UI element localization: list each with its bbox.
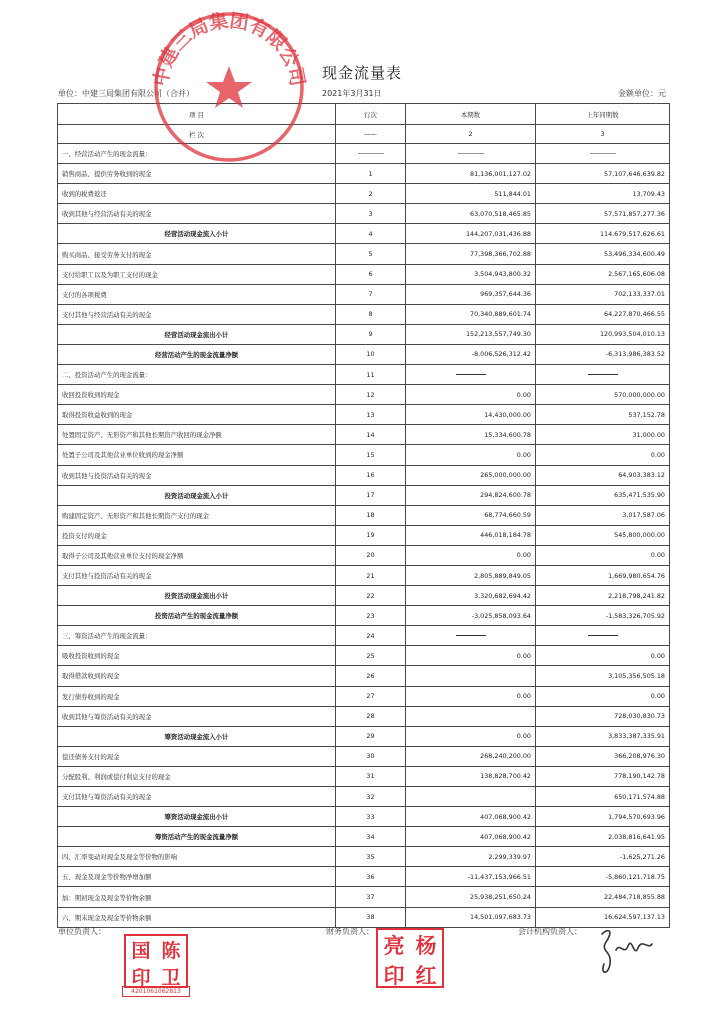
row-line-number: 15 [336,445,406,465]
row-current-amount: -3,025,858,093.64 [406,606,536,626]
row-item-label: 销售商品、提供劳务收到的现金 [58,164,336,184]
row-item-label: 取得子公司及其他营业单位支付的现金净额 [58,545,336,565]
row-line-number: 28 [336,706,406,726]
row-line-number: 12 [336,385,406,405]
unit-head-label: 单位负责人： [58,927,106,936]
row-previous-amount: 120,993,504,010.13 [536,324,670,344]
row-current-amount: 0.00 [406,686,536,706]
row-current-amount: 63,070,518,465.85 [406,204,536,224]
row-previous-amount: 2,567,165,606.08 [536,264,670,284]
amount-unit: 金额单位：元 [618,89,666,98]
row-item-label: 投资活动现金流出小计 [58,586,336,606]
row-current-amount: 138,828,700.42 [406,766,536,786]
row-current-amount: 0.00 [406,385,536,405]
table-row [58,565,670,585]
row-previous-amount: 13,709.43 [536,184,670,204]
row-previous-amount: 3,833,387,335.91 [536,726,670,746]
row-current-amount: 152,213,557,749.30 [406,324,536,344]
row-line-number: 33 [336,807,406,827]
dash-placeholder [456,635,486,636]
row-line-number: 21 [336,565,406,585]
row-previous-amount: 2,038,816,641.95 [536,827,670,847]
row-previous-amount: 2,218,798,241.82 [536,586,670,606]
header-current: 本期数 [406,104,536,125]
table-row [58,545,670,565]
header-item: 项 目 [58,104,336,125]
row-previous-amount: 635,471,535.90 [536,485,670,505]
row-current-amount: 511,844.01 [406,184,536,204]
row-previous-amount: 57,107,646,639.82 [536,164,670,184]
row-item-label: 六、期末现金及现金等价物余额 [58,907,336,927]
row-line-number: 32 [336,787,406,807]
row-previous-amount: 1,669,980,654.76 [536,565,670,585]
row-previous-amount: 0.00 [536,445,670,465]
unit-head-seal: 国 陈 印 卫 [124,934,188,988]
header-row [58,104,670,125]
row-line-number: 38 [336,907,406,927]
row-previous-amount: 22,484,718,855.88 [536,887,670,907]
row-line-number: 16 [336,465,406,485]
unit-head-seal-code: 4201061062813 [122,986,190,997]
table-row [58,365,670,385]
row-item-label: 取得投资收益收到的现金 [58,405,336,425]
header-sub-row [58,125,670,144]
row-current-amount: 14,430,000.00 [406,405,536,425]
row-line-number: 8 [336,304,406,324]
table-row [58,445,670,465]
table-row [58,284,670,304]
table-row [58,485,670,505]
row-previous-amount: 702,133,337.01 [536,284,670,304]
table-row [58,606,670,626]
row-current-amount: 144,207,031,436.88 [406,224,536,244]
table-row [58,746,670,766]
row-item-label: 筹资活动现金流出小计 [58,807,336,827]
dash-placeholder [588,374,618,375]
row-item-label: 一、经营活动产生的现金流量： [58,144,336,164]
row-item-label: 四、汇率变动对现金及现金等价物的影响 [58,847,336,867]
row-item-label: 支付其他与投资活动有关的现金 [58,565,336,585]
table-row [58,164,670,184]
row-line-number: 4 [336,224,406,244]
table-row [58,264,670,284]
table-row [58,827,670,847]
table-row [58,766,670,786]
row-current-amount: 0.00 [406,726,536,746]
dash-placeholder [590,153,616,154]
row-current-amount: 407,068,900.42 [406,807,536,827]
row-previous-amount: 114,679,517,626.61 [536,224,670,244]
row-line-number: 11 [336,365,406,385]
row-line-number: 6 [336,264,406,284]
row-line-number: 34 [336,827,406,847]
row-item-label: 经营活动产生的现金流量净额 [58,344,336,364]
row-current-amount: 407,068,900.42 [406,827,536,847]
table-row [58,405,670,425]
row-previous-amount [536,365,670,385]
row-current-amount: 70,340,889,601.74 [406,304,536,324]
table-row [58,304,670,324]
row-previous-amount: 0.00 [536,686,670,706]
table-row [58,224,670,244]
row-previous-amount: 650,171,574.88 [536,787,670,807]
row-line-number: 30 [336,746,406,766]
row-line-number: 29 [336,726,406,746]
row-line-number: 37 [336,887,406,907]
report-date: 2021年3月31日 [322,89,382,98]
row-current-amount [406,787,536,807]
row-previous-amount: -1,583,326,705.92 [536,606,670,626]
row-current-amount: 2,299,339.97 [406,847,536,867]
row-line-number: 9 [336,324,406,344]
table-row [58,646,670,666]
company-name: 单位：中建三局集团有限公司（合并） [58,89,194,98]
row-current-amount: 265,000,000.00 [406,465,536,485]
row-current-amount: 14,501,097,683.73 [406,907,536,927]
row-line-number: 10 [336,344,406,364]
row-item-label: 偿还债务支付的现金 [58,746,336,766]
row-previous-amount: 545,800,000.00 [536,525,670,545]
row-line-number: 2 [336,184,406,204]
row-line-number: 35 [336,847,406,867]
row-previous-amount: -1,625,271.26 [536,847,670,867]
row-previous-amount [536,626,670,646]
row-previous-amount: 53,496,334,600.49 [536,244,670,264]
row-item-label: 处置子公司及其他营业单位收到的现金净额 [58,445,336,465]
dash-placeholder [588,635,618,636]
row-item-label: 购买商品、接受劳务支付的现金 [58,244,336,264]
row-current-amount [406,706,536,726]
table-row [58,887,670,907]
row-current-amount: 77,398,366,702.88 [406,244,536,264]
row-item-label: 处置固定资产、无形资产和其他长期资产收回的现金净额 [58,425,336,445]
row-current-amount [406,626,536,646]
row-item-label: 三、筹资活动产生的现金流量： [58,626,336,646]
row-line-number: 22 [336,586,406,606]
row-item-label: 收到其他与经营活动有关的现金 [58,204,336,224]
row-item-label: 吸收投资收到的现金 [58,646,336,666]
table-row [58,425,670,445]
row-line-number: 23 [336,606,406,626]
row-item-label: 经营活动现金流出小计 [58,324,336,344]
row-line-number: 7 [336,284,406,304]
row-item-label: 支付的各项税费 [58,284,336,304]
svg-text:中建三局集团有限公司: 中建三局集团有限公司 [150,9,308,89]
row-current-amount: -8,006,526,312.42 [406,344,536,364]
row-previous-amount: 0.00 [536,545,670,565]
row-previous-amount: -6,313,986,383.52 [536,344,670,364]
table-row [58,787,670,807]
row-item-label: 收到的税费返还 [58,184,336,204]
table-row [58,324,670,344]
header-sub-line: —— [336,125,406,144]
row-line-number: 3 [336,204,406,224]
row-line-number: 25 [336,646,406,666]
row-previous-amount: 570,000,000.00 [536,385,670,405]
table-row [58,385,670,405]
row-item-label: 购建固定资产、无形资产和其他长期资产支付的现金 [58,505,336,525]
document-title: 现金流量表 [321,64,402,82]
row-item-label: 加：期初现金及现金等价物余额 [58,887,336,907]
row-line-number: 14 [336,425,406,445]
row-current-amount: 25,938,251,650.24 [406,887,536,907]
row-item-label: 经营活动现金流入小计 [58,224,336,244]
table-row [58,666,670,686]
row-line-number: 27 [336,686,406,706]
row-current-amount: 15,334,600.78 [406,425,536,445]
row-current-amount: 0.00 [406,445,536,465]
row-item-label: 取得借款收到的现金 [58,666,336,686]
row-current-amount: 2,805,889,849.05 [406,565,536,585]
row-line-number: 17 [336,485,406,505]
header-sub-current: 2 [406,125,536,144]
table-row [58,867,670,887]
finance-head-label: 财务负责人： [326,927,374,936]
accounting-head-signature [592,920,662,984]
row-current-amount: -11,437,153,966.51 [406,867,536,887]
table-row [58,706,670,726]
row-line-number: 18 [336,505,406,525]
row-line-number: 36 [336,867,406,887]
table-row [58,465,670,485]
row-item-label: 分配股利、利润或偿付利息支付的现金 [58,766,336,786]
row-item-label: 五、现金及现金等价物净增加额 [58,867,336,887]
row-current-amount: 969,357,644.36 [406,284,536,304]
table-row [58,204,670,224]
row-previous-amount: 778,190,142.78 [536,766,670,786]
row-current-amount: 446,018,184.78 [406,525,536,545]
table-row [58,525,670,545]
row-item-label: 收回投资收到的现金 [58,385,336,405]
table-row [58,244,670,264]
table-row [58,626,670,646]
table-row [58,807,670,827]
row-previous-amount: 3,105,356,505.18 [536,666,670,686]
row-line-number [336,144,406,164]
row-line-number: 5 [336,244,406,264]
dash-placeholder [458,153,484,154]
dash-placeholder [456,374,486,375]
row-current-amount [406,365,536,385]
accounting-head-label: 会计机构负责人： [518,927,582,936]
row-item-label: 收到其他与筹资活动有关的现金 [58,706,336,726]
header-previous: 上年同期数 [536,104,670,125]
table-row [58,505,670,525]
table-row [58,586,670,606]
row-current-amount: 81,136,001,127.02 [406,164,536,184]
row-previous-amount: 57,571,857,277.36 [536,204,670,224]
row-previous-amount: 31,000.00 [536,425,670,445]
row-current-amount: 3,320,682,694.42 [406,586,536,606]
table-row [58,847,670,867]
row-item-label: 投资活动产生的现金流量净额 [58,606,336,626]
row-line-number: 1 [336,164,406,184]
row-previous-amount: 728,030,830.73 [536,706,670,726]
row-current-amount [406,144,536,164]
row-item-label: 筹资活动产生的现金流量净额 [58,827,336,847]
row-previous-amount: 3,017,587.06 [536,505,670,525]
row-previous-amount: 16,624,597,137.13 [536,907,670,927]
row-previous-amount: 366,208,976.30 [536,746,670,766]
dash-placeholder [358,153,384,154]
row-current-amount: 294,824,600.78 [406,485,536,505]
row-line-number: 13 [336,405,406,425]
row-current-amount: 68,774,660.59 [406,505,536,525]
row-line-number: 19 [336,525,406,545]
row-item-label: 投资活动现金流入小计 [58,485,336,505]
row-previous-amount: 537,152.78 [536,405,670,425]
row-current-amount: 0.00 [406,646,536,666]
row-item-label: 收到其他与投资活动有关的现金 [58,465,336,485]
header-sub-item: 栏 次 [58,125,336,144]
row-item-label: 发行债券收到的现金 [58,686,336,706]
row-current-amount: 268,240,200.00 [406,746,536,766]
table-row [58,144,670,164]
row-item-label: 投资支付的现金 [58,525,336,545]
row-previous-amount: -5,860,121,718.75 [536,867,670,887]
row-item-label: 支付给职工以及为职工支付的现金 [58,264,336,284]
cash-flow-table [57,103,670,928]
table-row [58,907,670,927]
row-line-number: 31 [336,766,406,786]
row-item-label: 支付其他与筹资活动有关的现金 [58,787,336,807]
row-current-amount: 0.00 [406,545,536,565]
row-line-number: 20 [336,545,406,565]
row-previous-amount: 64,227,870,466.55 [536,304,670,324]
row-item-label: 筹资活动现金流入小计 [58,726,336,746]
row-previous-amount: 0.00 [536,646,670,666]
row-previous-amount: 1,794,570,693.96 [536,807,670,827]
row-item-label: 二、投资活动产生的现金流量： [58,365,336,385]
row-current-amount: 3,504,943,800.32 [406,264,536,284]
row-previous-amount [536,144,670,164]
table-row [58,726,670,746]
table-row [58,686,670,706]
table-row [58,184,670,204]
row-current-amount [406,666,536,686]
table-row [58,344,670,364]
row-line-number: 24 [336,626,406,646]
row-line-number: 26 [336,666,406,686]
row-item-label: 支付其他与经营活动有关的现金 [58,304,336,324]
finance-head-seal: 亮 杨 印 红 [376,928,444,988]
header-line: 行次 [336,104,406,125]
header-sub-previous: 3 [536,125,670,144]
row-previous-amount: 64,903,383.12 [536,465,670,485]
